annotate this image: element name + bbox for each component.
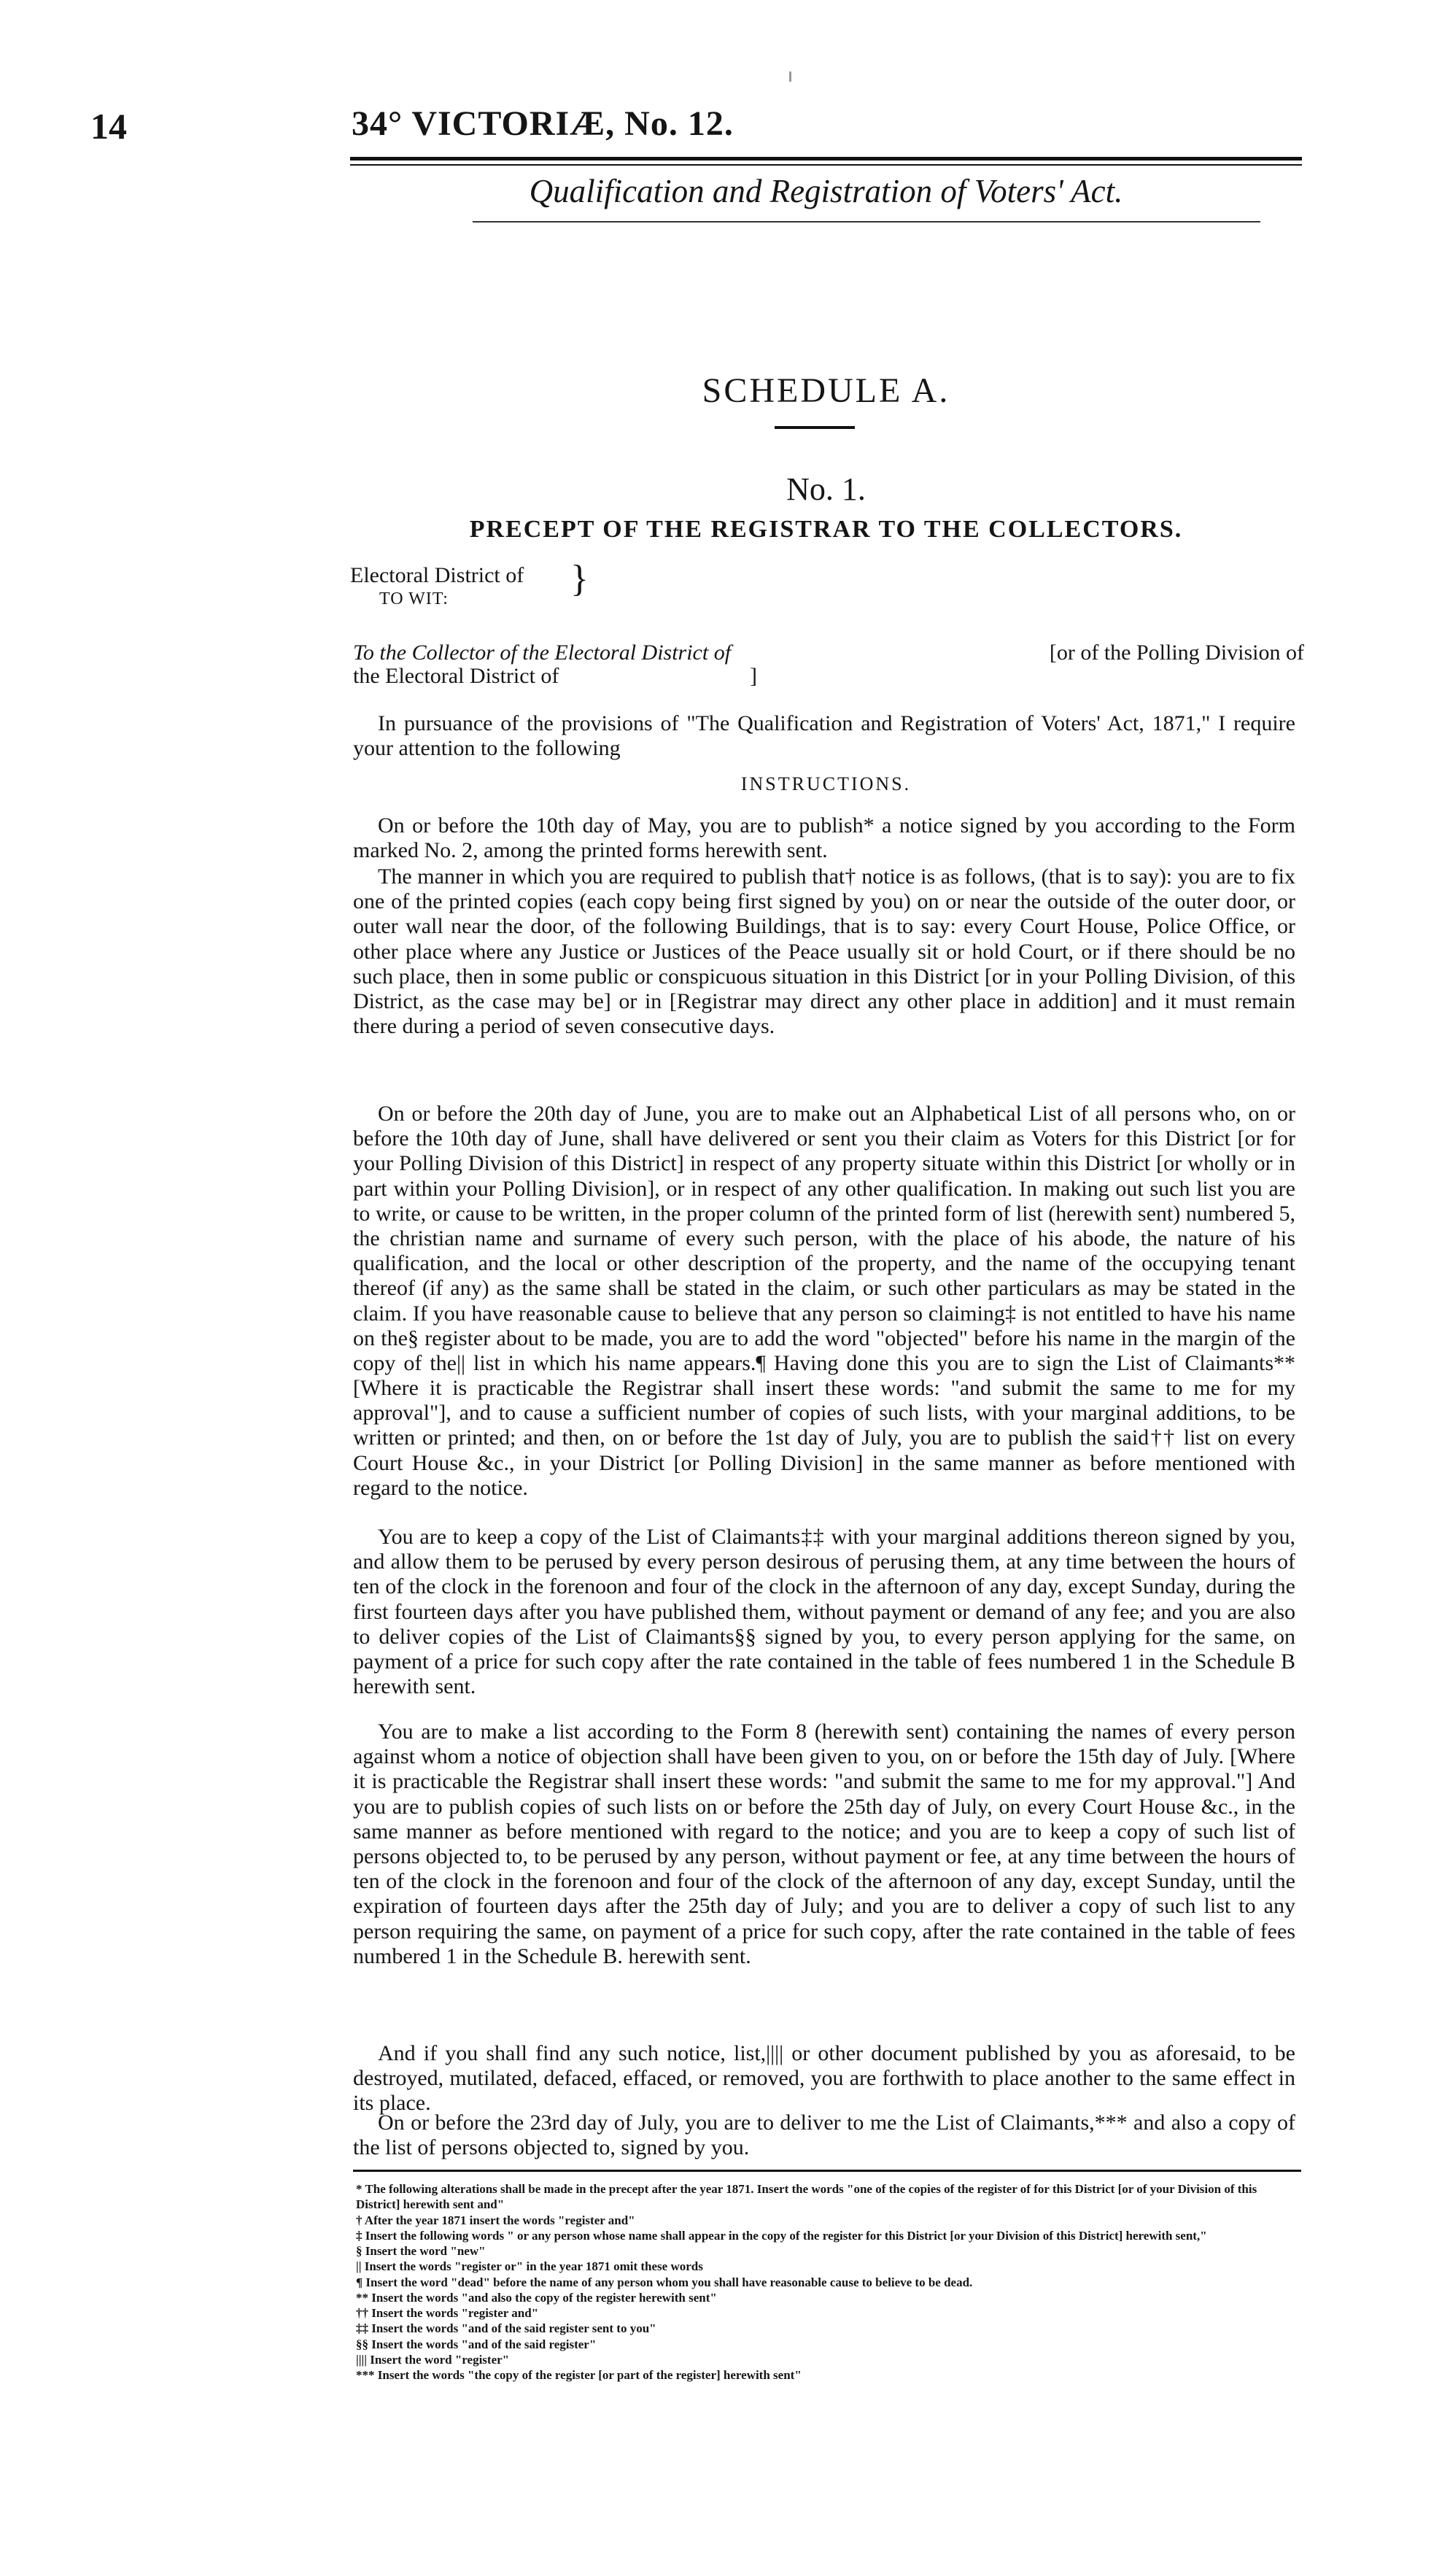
footnote-separator xyxy=(353,2170,1301,2172)
footnote-6: ¶ Insert the word "dead" before the name of any person whom you shall have reasonable cause to believe to be dead. xyxy=(356,2275,973,2289)
footnote-5: || Insert the words "register or" in the year 1871 omit these words xyxy=(356,2259,703,2274)
footnote-12: *** Insert the words "the copy of the register [or part of the register] herewith sent" xyxy=(356,2368,802,2382)
instruction-paragraph-7: On or before the 23rd day of July, you are to deliver to me the List of Claimants,*** and also a copy of the list of persons objected to, signed by you. xyxy=(353,2111,1295,2160)
instructions-heading: INSTRUCTIONS. xyxy=(740,773,912,794)
header-rule-thick xyxy=(350,157,1302,160)
running-title: 34° VICTORIÆ, No. 12. xyxy=(352,104,734,143)
collector-address-line: To the Collector of the Electoral District of xyxy=(353,641,732,665)
instruction-paragraph-3: On or before the 20th day of June, you are to make out an Alphabetical List of all persons who, on or before the 10th day of June, shall have delivered or sent you their claim as Voters for this District [or for your Polling Division of this District] in respect of any property situate within this District [or wholly or in part within your Polling Division], or in respect of any other qualification. In making out such list you are to write, or cause to be written, in the proper column of the printed form of list (herewith sent) numbered 5, the christian name and surname of every such person, with the place of his abode, the nature of his qualification, and the local or other description of the property, and the name of the occupying tenant thereof (if any) as the same shall be stated in the claim, or such other particulars as may be stated in the claim. If you have reasonable cause to believe that any person so claiming‡ is not entitled to have his name on the§ register about to be made, you are to add the word "objected" before his name in the margin of the copy of the|| list in which his name appears.¶ Having done this you are to sign the List of Claimants** [Where it is practicable the Registrar shall insert these words: "and submit the same to me for my approval"], and to cause a sufficient number of copies of such lists, with your marginal additions, to be written or printed; and then, on or before the 1st day of July, you are to publish the said†† list on every Court House &c., in your District [or Polling Division] in the same manner as before mentioned with regard to the notice. xyxy=(353,1102,1295,1500)
header-rule-thin xyxy=(350,164,1302,166)
precept-heading: PRECEPT OF THE REGISTRAR TO THE COLLECTORS. xyxy=(469,516,1183,543)
footnote-1: * The following alterations shall be made in the precept after the year 1871. Insert the words "one of the copies of the register of for this District [or of your Division of this District] herewith sent and" xyxy=(356,2182,1257,2212)
instruction-paragraph-2: The manner in which you are required to publish that† notice is as follows, (that is to say): you are to fix one of the printed copies (each copy being first signed by you) on or near the outside of the outer door, or outer wall near the door, of the following Buildings, that is to say: every Court House, Police Office, or other place where any Justice or Justices of the Peace usually sit or hold Court, or if there should be no such place, then in some public or conspicuous situation in this District [or in your Polling Division, of this District, as the case may be] or in [Registrar may direct any other place in addition] and it must remain there during a period of seven consecutive days. xyxy=(353,865,1295,1039)
footnote-3: ‡ Insert the following words " or any person whose name shall appear in the copy of the register for this District [or your Division of this District] herewith sent," xyxy=(356,2228,1207,2243)
footnote-11: |||| Insert the word "register" xyxy=(356,2352,510,2367)
footnotes xyxy=(356,2181,1297,2383)
to-wit-label: TO WIT: xyxy=(379,589,449,608)
act-title-underline xyxy=(473,221,1260,223)
footnote-10: §§ Insert the words "and of the said register" xyxy=(356,2337,597,2351)
instruction-paragraph-1: On or before the 10th day of May, you are to publish* a notice signed by you according to the Form marked No. 2, among the printed forms herewith sent. xyxy=(353,813,1295,863)
electoral-district-closing-bracket: ] xyxy=(750,664,757,688)
page-number: 14 xyxy=(90,106,127,147)
district-brace: } xyxy=(570,558,589,600)
schedule-heading: SCHEDULE A. xyxy=(702,371,950,410)
polling-division-alternative: [or of the Polling Division of xyxy=(1049,641,1304,665)
instruction-paragraph-5: You are to make a list according to the Form 8 (herewith sent) containing the names of every person against whom a notice of objection shall have been given to you, on or before the 15th day of July. [Where it is practicable the Registrar shall insert these words: "and submit the same to me for my approval."] And you are to publish copies of such lists on or before the 25th day of July, on every Court House &c., in the same manner as before mentioned with regard to the notice; and you are to keep a copy of such list of persons objected to, to be perused by any person, without payment or fee, at any time between the hours of ten of the clock in the forenoon and four of the clock of the afternoon of any day, except Sunday, until the expiration of fourteen days after the 25th day of July; and you are to deliver a copy of such list to any person requiring the same, on payment of a price for such copy, after the rate contained in the table of fees numbered 1 in the Schedule B. herewith sent. xyxy=(353,1720,1295,1968)
footnote-2: † After the year 1871 insert the words "register and" xyxy=(356,2213,635,2227)
footnote-7: ** Insert the words "and also the copy of the register herewith sent" xyxy=(356,2290,717,2305)
instruction-paragraph-4: You are to keep a copy of the List of Claimants‡‡ with your marginal additions thereon signed by you, and allow them to be perused by every person desirous of perusing them, at any time between the hours of ten of the clock in the forenoon and four of the clock in the afternoon of any day, except Sunday, during the first fourteen days after you have published them, without payment or demand of any fee; and you are also to deliver copies of the List of Claimants§§ signed by you, to every person applying for the same, on payment of a price for such copy after the rate contained in the table of fees numbered 1 in the Schedule B herewith sent. xyxy=(353,1525,1295,1699)
electoral-district-second-text: the Electoral District of xyxy=(353,664,559,688)
intro-paragraph: In pursuance of the provisions of "The Qualification and Registration of Voters' Act, 1871," I require your attention to the following xyxy=(353,711,1295,761)
top-center-mark xyxy=(789,71,791,82)
electoral-district-label: Electoral District of xyxy=(350,563,524,587)
schedule-divider xyxy=(775,426,855,429)
act-title: Qualification and Registration of Voters' Act. xyxy=(529,173,1123,209)
electoral-district-second-line xyxy=(353,664,907,689)
instruction-paragraph-6: And if you shall find any such notice, list,|||| or other document published by you as aforesaid, to be destroyed, mutilated, defaced, effaced, or removed, you are forthwith to place another to the same effect in its place. xyxy=(353,2041,1295,2116)
footnote-9: ‡‡ Insert the words "and of the said register sent to you" xyxy=(356,2321,656,2336)
footnote-4: § Insert the word "new" xyxy=(356,2244,486,2258)
form-number-heading: No. 1. xyxy=(786,471,866,507)
footnote-8: †† Insert the words "register and" xyxy=(356,2306,539,2320)
